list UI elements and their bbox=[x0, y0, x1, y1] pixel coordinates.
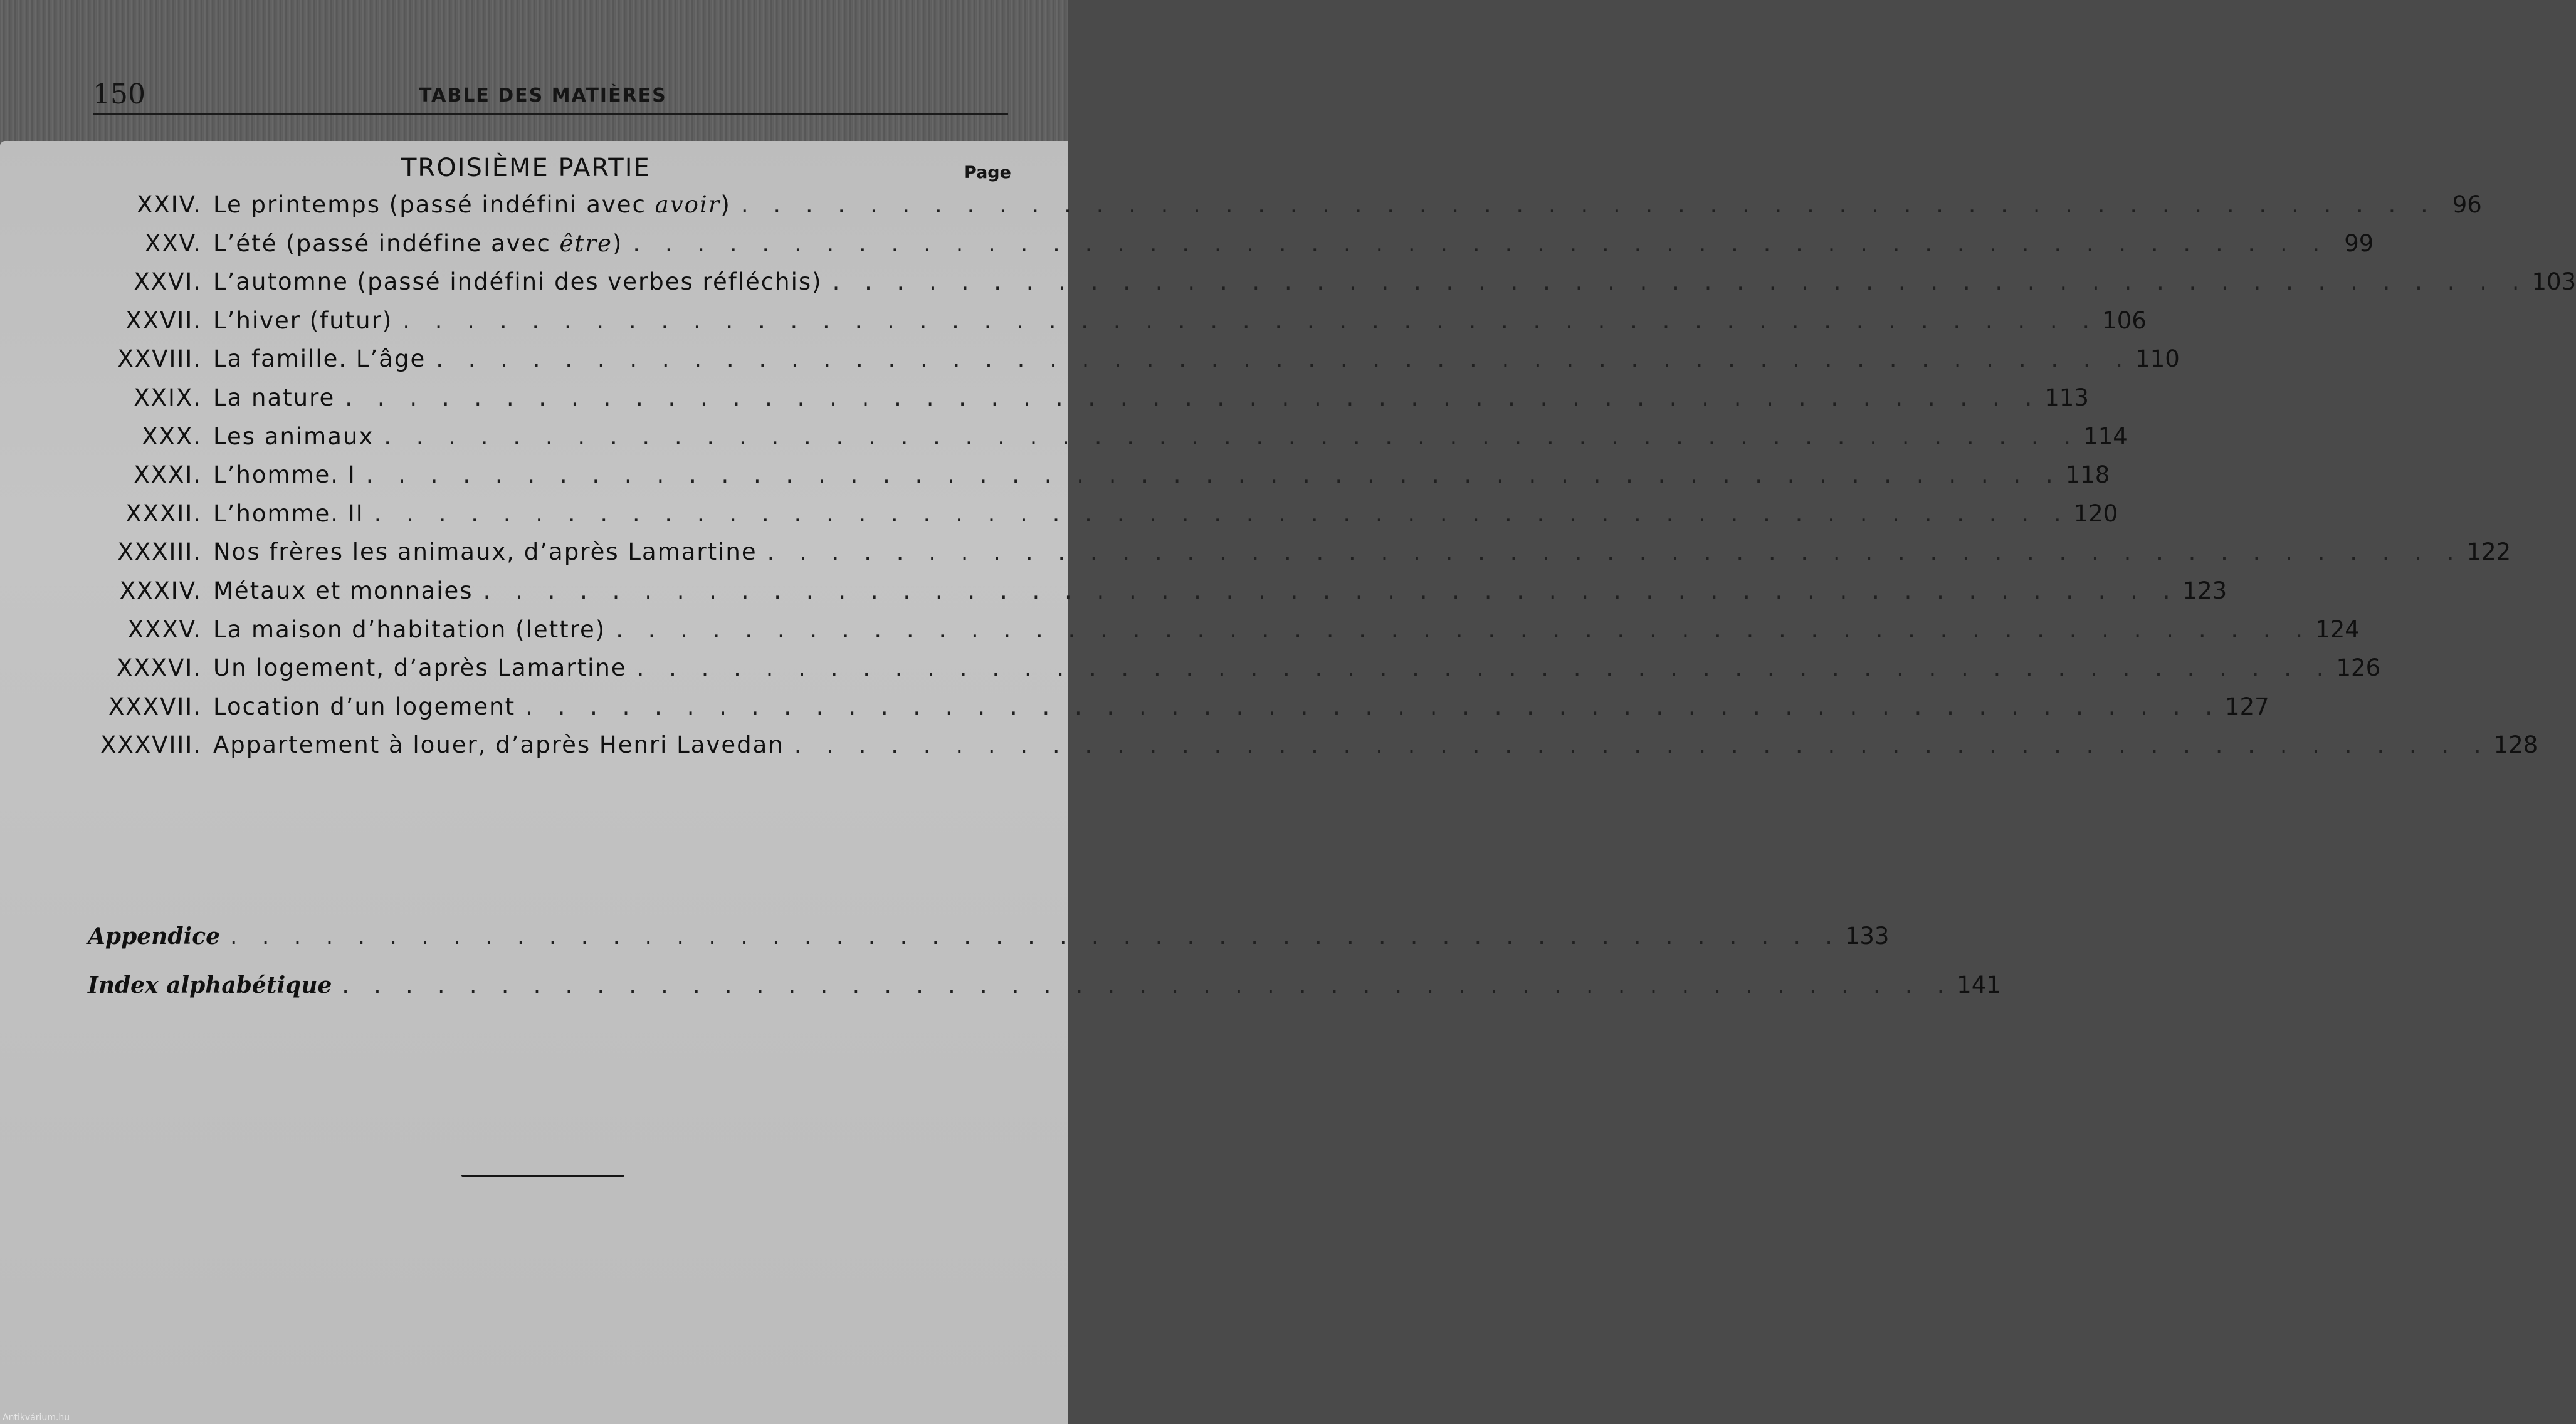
chapter-title bbox=[213, 345, 426, 372]
chapter-numeral: XXVIII. bbox=[117, 345, 202, 373]
chapter-page: 96 bbox=[2452, 191, 2482, 218]
chapter-title-text: Nos frères les animaux, d’après Lamartine bbox=[213, 538, 757, 566]
chapter-title-text: L’automne (passé indéfini des verbes réfléchis) bbox=[213, 268, 823, 296]
dot-leader: . . . . . . . . . . . . . . . . . . . . . . . . . . . . . . . . . . . . . . . . . . . . . . . . . . . . . bbox=[345, 384, 2041, 411]
chapter-numeral: XXXIII. bbox=[117, 538, 202, 566]
toc-entry[interactable] bbox=[81, 461, 2110, 500]
toc-entry[interactable] bbox=[81, 731, 2538, 770]
chapter-numeral: XXXVI. bbox=[116, 654, 202, 682]
chapter-page: 99 bbox=[2344, 229, 2374, 257]
table-of-contents bbox=[81, 191, 2576, 770]
chapter-title-text: Le printemps (passé indéfini avec bbox=[213, 191, 655, 218]
dot-leader: . . . . . . . . . . . . . . . . . . . . . . . . . . . . . . . . . . . . . . . . . . . . . . . . . . . . . bbox=[374, 500, 2070, 527]
watermark: Antikvárium.hu bbox=[3, 1413, 70, 1423]
toc-entry[interactable] bbox=[81, 345, 2180, 384]
toc-entry[interactable] bbox=[81, 538, 2511, 577]
appendix-page: 133 bbox=[1844, 923, 1890, 950]
chapter-title bbox=[213, 731, 784, 758]
chapter-title-text: L’été (passé indéfine avec bbox=[213, 229, 560, 257]
toc-entry[interactable] bbox=[81, 191, 2482, 230]
toc-entry[interactable] bbox=[81, 500, 2118, 539]
toc-entry[interactable] bbox=[81, 268, 2576, 307]
dot-leader: . . . . . . . . . . . . . . . . . . . . . . . . . . . . . . . . . . . . . . . . . . . . . . . . . . . . . bbox=[633, 229, 2329, 257]
page-column-label: Page bbox=[964, 163, 1011, 182]
dot-leader: . . . . . . . . . . . . . . . . . . . . . . . . . . . . . . . . . . . . . . . . . . . . . . . . . . . . . bbox=[740, 191, 2437, 218]
chapter-page: 118 bbox=[2065, 461, 2110, 489]
appendix-title: Appendice bbox=[88, 923, 221, 950]
chapter-page: 124 bbox=[2315, 615, 2360, 643]
chapter-page: 103 bbox=[2531, 268, 2576, 296]
chapter-numeral: XXIV. bbox=[137, 191, 202, 218]
dot-leader: . . . . . . . . . . . . . . . . . . . . . . . . . . . . . . . . . . . . . . . . . . . . . . . . . . . . . bbox=[365, 461, 2062, 489]
chapter-title bbox=[213, 577, 473, 604]
index-entry[interactable] bbox=[88, 971, 2001, 998]
chapter-title-text: L’hiver (futur) bbox=[213, 306, 393, 334]
chapter-title bbox=[213, 616, 606, 643]
chapter-title-text: Appartement à louer, d’après Henri Lavedan bbox=[213, 731, 784, 759]
chapter-title-text: Un logement, d’après Lamartine bbox=[213, 654, 627, 682]
chapter-title-emphasis: avoir bbox=[655, 191, 721, 218]
dot-leader: . . . . . . . . . . . . . . . . . . . . . . . . . . . . . . . . . . . . . . . . . . . . . . . . . . . . . bbox=[402, 306, 2099, 334]
chapter-title-text: La famille. L’âge bbox=[213, 345, 426, 373]
chapter-title-text: Location d’un logement bbox=[213, 693, 516, 720]
chapter-numeral: XXXV. bbox=[127, 615, 202, 643]
dot-leader: . . . . . . . . . . . . . . . . . . . . . . . . . . . . . . . . . . . . . . . . . . . . . . . . . . . . . bbox=[832, 268, 2528, 296]
chapter-title bbox=[213, 307, 392, 334]
chapter-title bbox=[213, 654, 627, 681]
chapter-numeral: XXXVII. bbox=[108, 693, 202, 720]
chapter-page: 123 bbox=[2182, 577, 2227, 604]
chapter-page: 106 bbox=[2102, 306, 2147, 334]
toc-entry[interactable] bbox=[81, 615, 2360, 655]
toc-entry[interactable] bbox=[81, 422, 2128, 462]
toc-entry[interactable] bbox=[81, 306, 2147, 346]
chapter-title-emphasis: être bbox=[559, 229, 612, 257]
chapter-numeral: XXXII. bbox=[125, 500, 202, 527]
dot-leader: . . . . . . . . . . . . . . . . . . . . . . . . . . . . . . . . . . . . . . . . . . . . . . . . . . . bbox=[230, 924, 1841, 950]
dot-leader: . . . . . . . . . . . . . . . . . . . . . . . . . . . . . . . . . . . . . . . . . . . . . . . . . . . bbox=[342, 973, 1953, 998]
section-title: TROISIÈME PARTIE bbox=[401, 154, 651, 182]
chapter-page: 114 bbox=[2083, 422, 2128, 450]
chapter-numeral: XXXIV. bbox=[119, 577, 202, 604]
page-number: 150 bbox=[93, 78, 145, 110]
running-title: TABLE DES MATIÈRES bbox=[419, 85, 667, 107]
dot-leader: . . . . . . . . . . . . . . . . . . . . . . . . . . . . . . . . . . . . . . . . . . . . . . . . . . . . . bbox=[525, 693, 2222, 720]
chapter-numeral: XXXI. bbox=[134, 461, 202, 489]
chapter-title bbox=[213, 191, 731, 218]
chapter-title bbox=[213, 461, 356, 488]
index-title: Index alphabétique bbox=[88, 972, 332, 998]
chapter-title bbox=[213, 693, 515, 720]
chapter-title bbox=[213, 268, 823, 295]
toc-entry[interactable] bbox=[81, 577, 2227, 616]
chapter-page: 110 bbox=[2135, 345, 2180, 373]
toc-entry[interactable] bbox=[81, 654, 2381, 693]
toc-entry[interactable] bbox=[81, 693, 2269, 732]
chapter-title-text: L’homme. I bbox=[213, 461, 356, 489]
index-page: 141 bbox=[1957, 971, 2001, 998]
dot-leader: . . . . . . . . . . . . . . . . . . . . . . . . . . . . . . . . . . . . . . . . . . . . . . . . . . . . . bbox=[483, 577, 2179, 604]
chapter-title bbox=[213, 384, 335, 411]
appendix-entry[interactable] bbox=[88, 923, 1890, 950]
toc-entry[interactable] bbox=[81, 229, 2374, 269]
chapter-numeral: XXX. bbox=[142, 422, 202, 450]
chapter-title-text: Les animaux bbox=[213, 422, 374, 450]
chapter-title bbox=[213, 230, 623, 257]
chapter-numeral: XXV. bbox=[145, 229, 202, 257]
chapter-title bbox=[213, 423, 374, 450]
chapter-title bbox=[213, 500, 364, 527]
end-ornament-rule bbox=[461, 1175, 624, 1177]
chapter-numeral: XXXVIII. bbox=[100, 731, 202, 759]
chapter-numeral: XXIX. bbox=[134, 384, 202, 411]
toc-entry[interactable] bbox=[81, 384, 2089, 423]
page-header bbox=[93, 78, 1008, 113]
dot-leader: . . . . . . . . . . . . . . . . . . . . . . . . . . . . . . . . . . . . . . . . . . . . . . . . . . . . . bbox=[436, 345, 2132, 373]
chapter-page: 128 bbox=[2493, 731, 2538, 759]
dot-leader: . . . . . . . . . . . . . . . . . . . . . . . . . . . . . . . . . . . . . . . . . . . . . . . . . . . . . bbox=[384, 422, 2080, 450]
chapter-page: 126 bbox=[2336, 654, 2381, 682]
chapter-title-text: La nature bbox=[213, 384, 335, 411]
chapter-page: 122 bbox=[2466, 538, 2511, 566]
chapter-title-tail: ) bbox=[612, 229, 623, 257]
chapter-title-text: L’homme. II bbox=[213, 500, 364, 527]
header-rule bbox=[93, 113, 1008, 115]
dot-leader: . . . . . . . . . . . . . . . . . . . . . . . . . . . . . . . . . . . . . . . . . . . . . . . . . . . . . bbox=[636, 654, 2333, 682]
chapter-page: 113 bbox=[2044, 384, 2089, 411]
chapter-numeral: XXVII. bbox=[125, 306, 202, 334]
chapter-title-text: Métaux et monnaies bbox=[213, 577, 473, 604]
chapter-page: 127 bbox=[2225, 693, 2269, 720]
chapter-title-tail: ) bbox=[720, 191, 731, 218]
chapter-title bbox=[213, 538, 757, 565]
chapter-page: 120 bbox=[2073, 500, 2118, 527]
dot-leader: . . . . . . . . . . . . . . . . . . . . . . . . . . . . . . . . . . . . . . . . . . . . . . . . . . . . . bbox=[767, 538, 2463, 566]
chapter-numeral: XXVI. bbox=[134, 268, 202, 296]
dot-leader: . . . . . . . . . . . . . . . . . . . . . . . . . . . . . . . . . . . . . . . . . . . . . . . . . . . . . bbox=[616, 615, 2312, 643]
chapter-title-text: La maison d’habitation (lettre) bbox=[213, 615, 606, 643]
dot-leader: . . . . . . . . . . . . . . . . . . . . . . . . . . . . . . . . . . . . . . . . . . . . . . . . . . . . . bbox=[794, 731, 2490, 759]
